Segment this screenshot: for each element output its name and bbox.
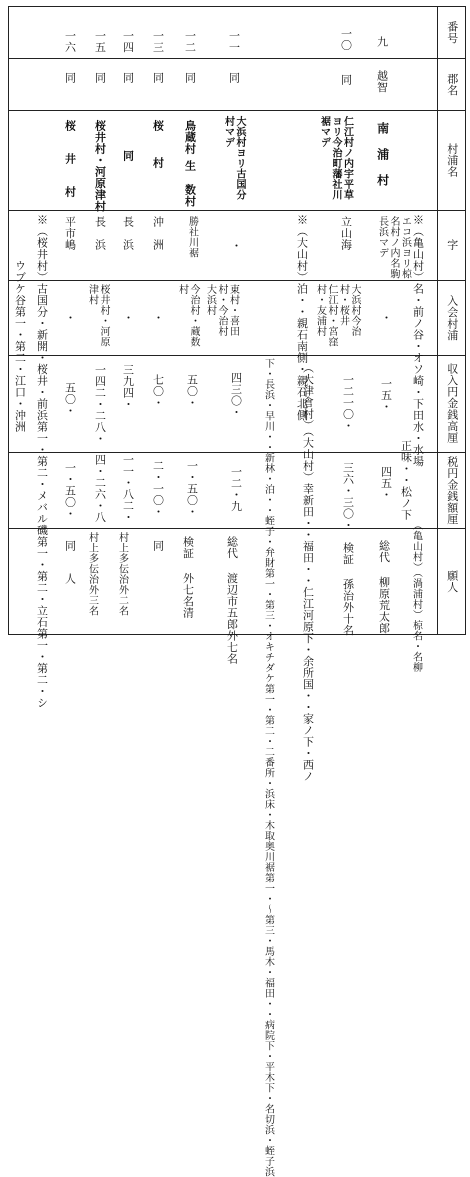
row12-income: 五〇・ (185, 374, 199, 409)
row15-joint-line1: 桜井村・河原 (98, 284, 109, 347)
row12-village-line1: 鳥蔵村 (183, 120, 197, 155)
row-divider-7 (8, 528, 466, 529)
row13-tax: 二・一〇・ (151, 460, 165, 518)
row9-aza-line2: 名村ノ内名駒 (388, 216, 399, 279)
row9-village: 南浦村 (375, 122, 390, 200)
header-aza-label: 字 (445, 239, 459, 251)
row11-county: 同 (227, 72, 241, 84)
row-divider-1 (8, 58, 466, 59)
header-number-label: 番号 (445, 20, 459, 44)
row15-county: 同 (93, 72, 107, 84)
row11-joint-line1: 東村・喜田 (227, 284, 239, 337)
row10-income: 一二一〇・ (341, 374, 355, 432)
row9-tax-note2: （亀山村）（渦浦村）椋名・名柳 (410, 520, 422, 673)
row9-county: 越智 (375, 70, 389, 93)
row12-number: 一二 (183, 30, 197, 53)
row9-tax: 四五・ (379, 466, 393, 501)
row16-number: 一六 (63, 30, 77, 53)
row-divider-5 (8, 355, 466, 356)
row16-county: 同 (63, 72, 77, 84)
row11-joint (204, 284, 238, 337)
row15-number: 一五 (93, 30, 107, 53)
row9-joint: ・ (379, 312, 393, 324)
header-income-label: 収入円金銭高厘 (445, 363, 459, 444)
row14-aza: 長浜 (121, 216, 135, 262)
row10-county: 同 (339, 74, 353, 86)
row10-joint-line3: 仁江村・宮窪 (326, 284, 337, 347)
row12-tax: 一・五〇・ (185, 460, 199, 518)
row11-number: 一一 (227, 30, 241, 53)
row9-petitioner: 総代 柳原荒太郎 (377, 540, 391, 634)
row9-aza (376, 216, 410, 279)
row9-aza-line3: 長浜マデ (376, 216, 388, 258)
header-petitioner-label: 願人 (445, 569, 459, 593)
row11-village (222, 116, 244, 200)
row13-county: 同 (151, 72, 165, 84)
row12-joint-line1: 今治村・蔵数 (188, 284, 199, 347)
header-village (438, 112, 466, 208)
row15-tax: 四・二六・八 (93, 454, 107, 523)
row13-aza: 沖洲 (151, 216, 165, 262)
row13-village: 桜村 (151, 120, 165, 194)
row13-joint: ・ (151, 312, 165, 324)
row10-village-line3: 裾マデ (318, 116, 330, 148)
header-county (438, 60, 466, 108)
row14-tax: 一一・八二・ (121, 454, 135, 523)
row15-joint (86, 284, 108, 347)
row11-joint-line2: 村・今治村 (216, 284, 227, 337)
row12-village2: 数村 (183, 184, 197, 207)
row-divider-4 (8, 280, 466, 281)
row14-joint: ・ (121, 312, 135, 324)
header-county-label: 郡名 (445, 72, 459, 96)
row14-number: 一四 (121, 30, 135, 53)
row16-aza-note: ※（桜井村）古国分・新開・桜井・前浜第一・第二・メバル磯第一・第二・立石第一・第二・シ (35, 214, 49, 709)
row10-joint-line1: 大浜村今治 (349, 284, 360, 337)
row16-village: 桜井村 (63, 120, 77, 219)
row-divider-2 (8, 110, 466, 111)
row-divider-3 (8, 210, 466, 211)
header-aza (438, 212, 466, 278)
row16-aza-note2: ウブケ谷第一・第二・江口・沖洲 (13, 260, 27, 433)
row15-petitioner: 村上多伝治外三名 (86, 532, 98, 616)
row11-aza: ・ (229, 240, 243, 252)
row10-joint-line4: 村・友浦村 (314, 284, 326, 337)
row15-aza: 長浜 (93, 216, 107, 262)
header-village-label: 村浦名 (445, 142, 459, 178)
row10-village-line2: ヨリ今治町藩社川 (330, 116, 341, 200)
border-left (8, 6, 9, 634)
row10-aza-note: ※（大山村）泊・・親石南側・親石北側 (295, 214, 309, 421)
row15-joint-line2: 津村 (86, 284, 98, 305)
header-petitioner (438, 530, 466, 632)
row13-income: 七〇・ (151, 374, 165, 409)
border-top (8, 6, 466, 7)
row10-joint (314, 284, 359, 347)
header-number (438, 8, 466, 56)
row16-aza: 平市嶋 (63, 216, 77, 251)
row11-petitioner: 総代 渡辺市五郎外七名 (225, 536, 239, 665)
row13-number: 一三 (151, 30, 165, 53)
row11-village-line2: 村マデ (222, 116, 234, 148)
row12-aza: 勝社川裾 (186, 216, 198, 258)
row14-village: 同 (121, 150, 135, 162)
row16-income: 五〇・ (63, 382, 77, 417)
row14-petitioner: 村上多伝治外二名 (116, 532, 128, 616)
header-tax-label: 税円金銭額厘 (445, 455, 459, 525)
header-income (438, 357, 466, 450)
row16-tax: 一・五〇・ (63, 462, 77, 520)
row-divider-6 (8, 452, 466, 453)
row9-number: 九 (375, 36, 389, 48)
row10-tax-note: （大津倉村）（大山村）幸新田・・福田・・仁江河原下・余所国・・家ノ下・西ノ (301, 362, 315, 782)
row15-income: 一四二・二八・ (93, 364, 107, 445)
row12-joint-line2: 村 (176, 284, 188, 295)
row14-county: 同 (121, 72, 135, 84)
row16-joint: ・ (63, 312, 77, 324)
row10-aza: 立山海 (339, 216, 353, 251)
row9-aza-line1: エコ浜ヨリ椋 (399, 216, 411, 279)
row9-income: 一五・ (379, 378, 393, 413)
row11-income: 四三〇・ (229, 372, 243, 418)
row10-village-line1: 仁江村ノ内宇平草 (341, 116, 353, 200)
header-tax (438, 454, 466, 526)
row12-joint (176, 284, 198, 347)
row14-income: 三九四・ (121, 364, 135, 410)
row9-aza-note: ※（亀山村）名・前ノ谷・オソ崎・下田水・水場 (411, 214, 425, 467)
row10-village (318, 116, 352, 200)
header-joint-label: 入会村浦 (445, 294, 459, 341)
row16-petitioner: 同人 (63, 540, 77, 606)
row9-tax-note: 正味・・松ノ下 (399, 440, 413, 521)
row12-county: 同 (183, 72, 197, 84)
row15-village: 桜井村・河原津村 (93, 120, 107, 212)
row11-tax: 一二・九 (229, 466, 243, 512)
row10-joint-line2: 村・桜井 (337, 284, 349, 326)
row10-tax: 三六・三〇・ (341, 462, 355, 531)
row12-village-line2: 生 (183, 160, 197, 172)
row11-village-line1: 大浜村ヨリ古国分 (234, 116, 245, 200)
row11-joint-line3: 大浜村 (204, 284, 216, 316)
row13-petitioner: 同 (151, 540, 165, 552)
row10-petitioner: 検証 孫治外十名 (341, 542, 355, 636)
row10-number: 一〇 (339, 28, 353, 51)
row12-petitioner: 検証 外七名清 (181, 536, 195, 619)
header-joint (438, 282, 466, 353)
row11-tax-note: 下・長浜・早川・・新林・泊・・蛭子・弁財第一・第三・オキチダケ第一・第二・二番所・浜床・木取奥川裾第一・〜第三・馬木・福田・・病院下・平木下・名切浜・蛭子浜 (262, 358, 274, 1177)
